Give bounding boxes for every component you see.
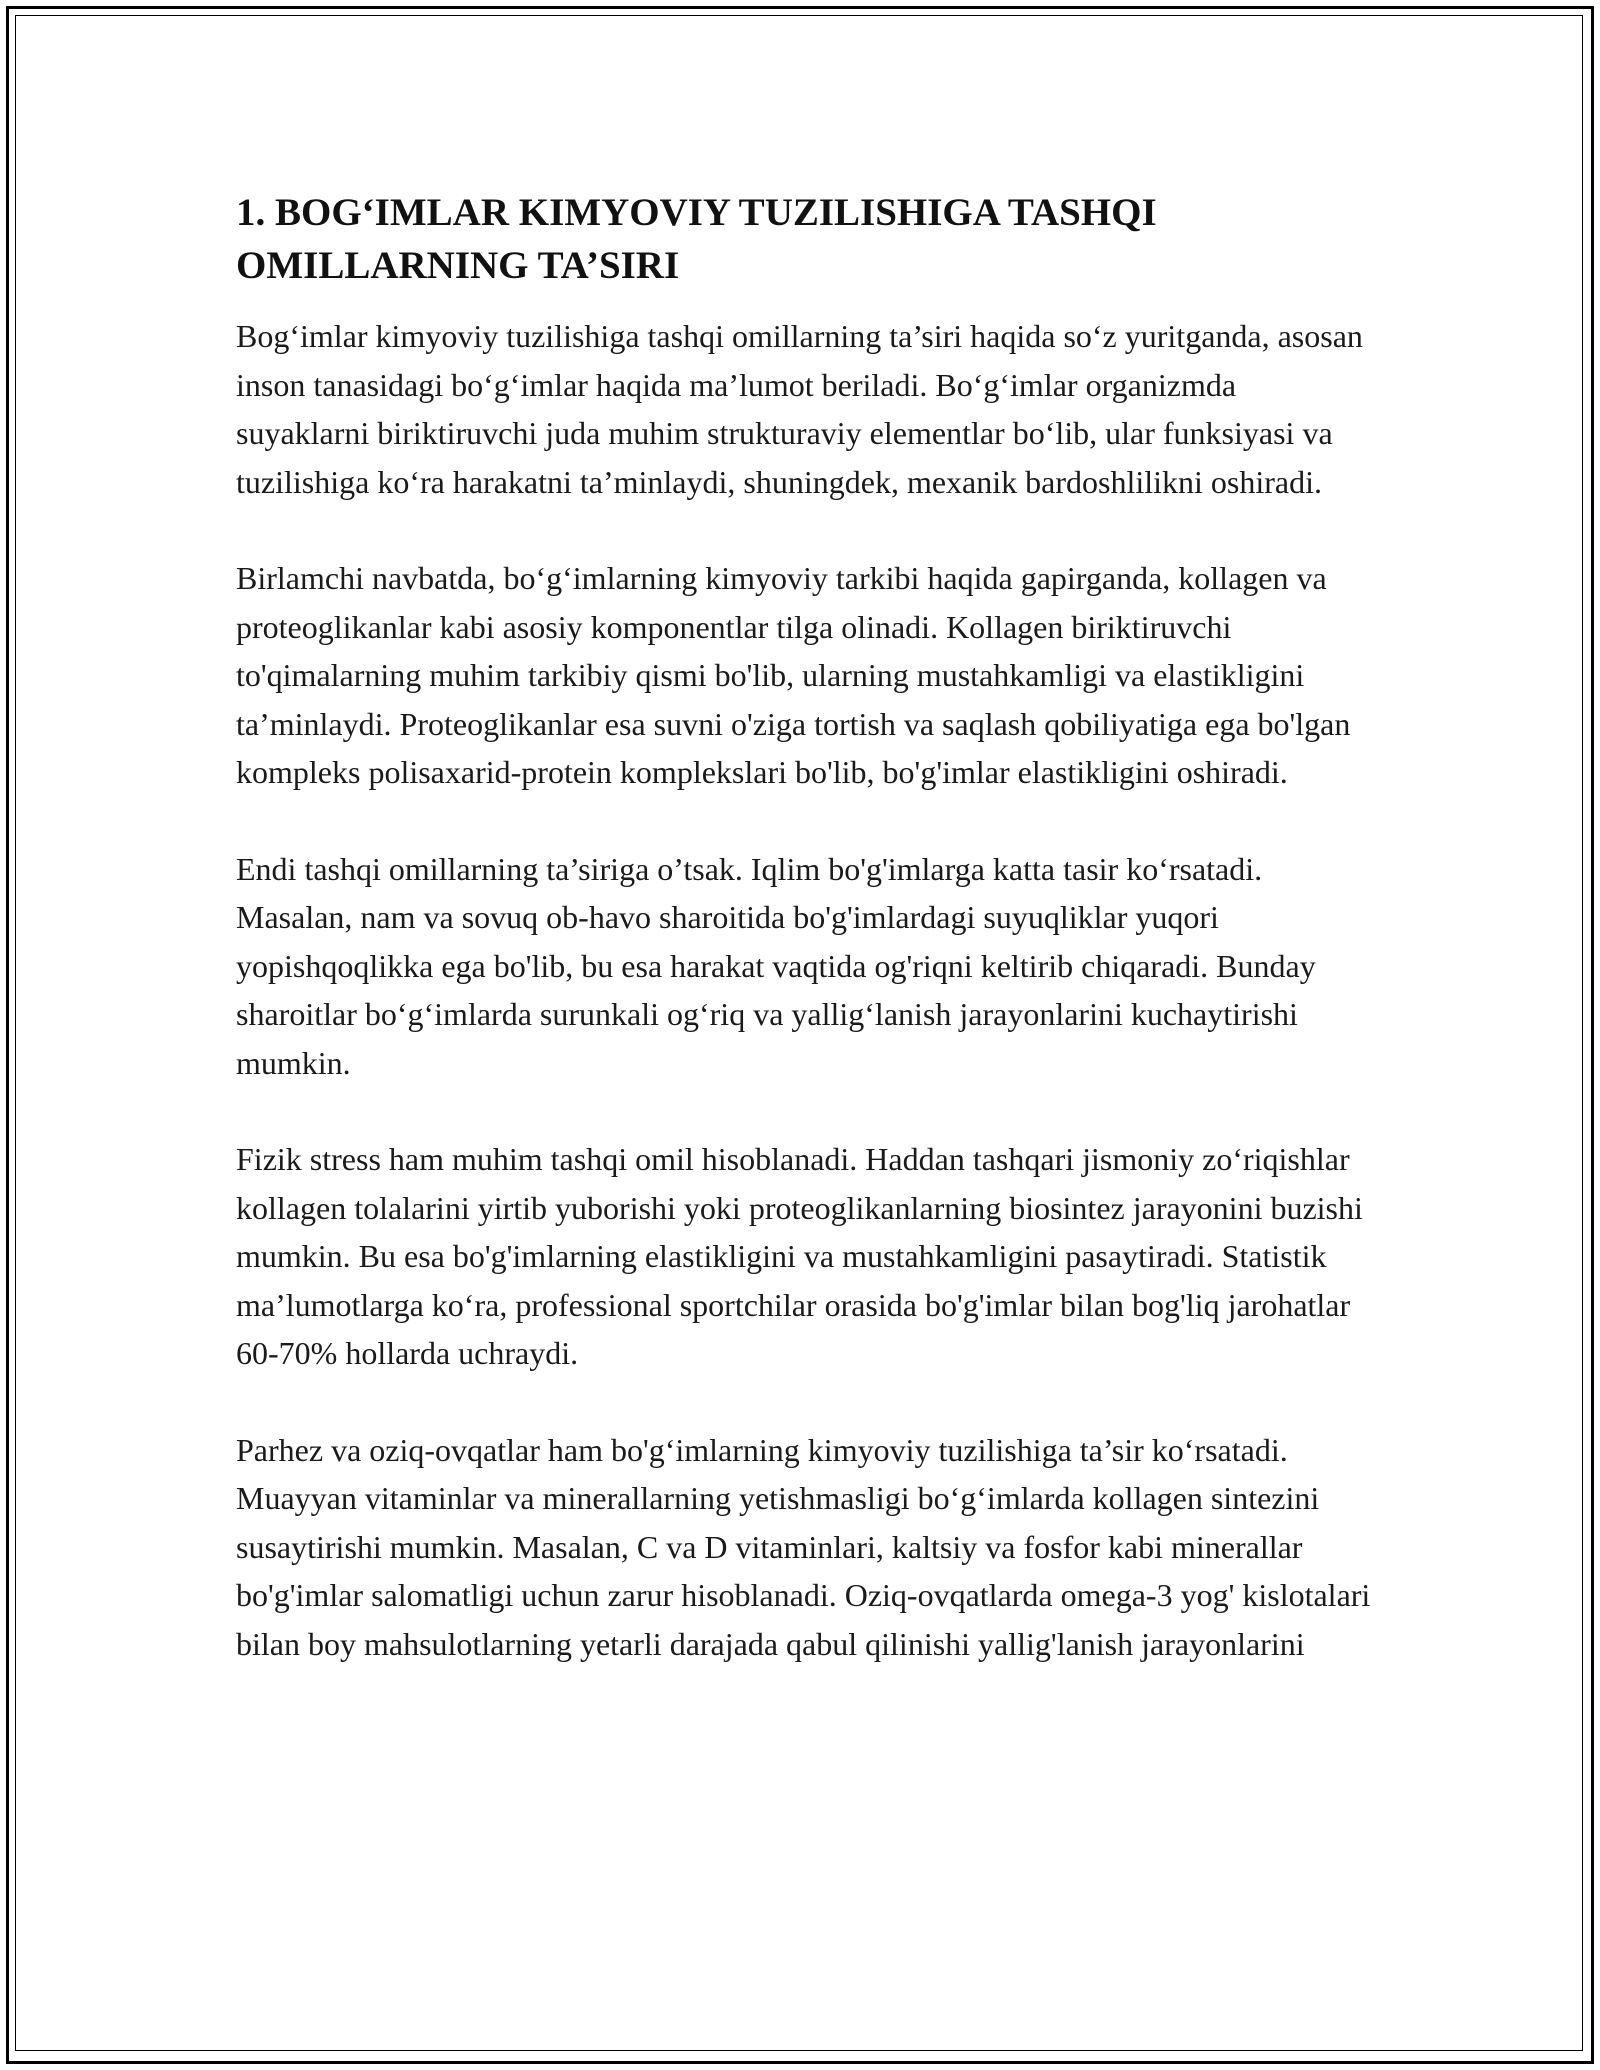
- document-body: [236, 186, 1376, 1716]
- paragraph-intro: Bog‘imlar kimyoviy tuzilishiga tashqi omillarning ta’siri haqida so‘z yuritganda, asosan inson tanasidagi bo‘g‘imlar haqida ma’lumot beriladi. Bo‘g‘imlar organizmda suyaklarni biriktiruvchi juda muhim strukturaviy elementlar bo‘lib, ular funksiyasi va tuzilishiga ko‘ra harakatni ta’minlaydi, shuningdek, mexanik bardoshlilikni oshiradi.: [236, 318, 1363, 500]
- paragraph-diet: Parhez va oziq-ovqatlar ham bo'g‘imlarning kimyoviy tuzilishiga ta’sir ko‘rsatadi. Muayyan vitaminlar va minerallarning yetishmasligi bo‘g‘imlarda kollagen sintezini susaytirishi mumkin. Masalan, C va D vitaminlari, kaltsiy va fosfor kabi minerallar bo'g'imlar salomatligi uchun zarur hisoblanadi. Oziq-ovqatlarda omega-3 yog' kislotalari bilan boy mahsulotlarning yetarli darajada qabul qilinishi yallig'lanish jarayonlarini: [236, 1431, 1371, 1662]
- paragraph-climate: Endi tashqi omillarning ta’siriga o’tsak. Iqlim bo'g'imlarga katta tasir ko‘rsatadi. Masalan, nam va sovuq ob-havo sharoitida bo'g'imlardagi suyuqliklar yuqori yopishqoqlikka ega bo'lib, bu esa harakat vaqtida og'riqni keltirib chiqaradi. Bunday sharoitlar bo‘g‘imlarda surunkali og‘riq va yallig‘lanish jarayonlarini kuchaytirishi mumkin.: [236, 850, 1316, 1081]
- section-heading: 1. BOG‘IMLAR KIMYOVIY TUZILISHIGA TASHQI OMILLARNING TA’SIRI: [236, 191, 1157, 287]
- paragraph-chemical-composition: Birlamchi navbatda, bo‘g‘imlarning kimyoviy tarkibi haqida gapirganda, kollagen va proteoglikanlar kabi asosiy komponentlar tilga olinadi. Kollagen biriktiruvchi to'qimalarning muhim tarkibiy qismi bo'lib, ularning mustahkamligi va elastikligini ta’minlaydi. Proteoglikanlar esa suvni o'ziga tortish va saqlash qobiliyatiga ega bo'lgan kompleks polisaxarid-protein komplekslari bo'lib, bo'g'imlar elastikligini oshiradi.: [236, 560, 1351, 790]
- paragraph-physical-stress: Fizik stress ham muhim tashqi omil hisoblanadi. Haddan tashqari jismoniy zo‘riqishlar kollagen tolalarini yirtib yuborishi yoki proteoglikanlarning biosintez jarayonini buzishi mumkin. Bu esa bo'g'imlarning elastikligini va mustahkamligini pasaytiradi. Statistik ma’lumotlarga ko‘ra, professional sportchilar orasida bo'g'imlar bilan bog'liq jarohatlar 60-70% hollarda uchraydi.: [236, 1141, 1363, 1371]
